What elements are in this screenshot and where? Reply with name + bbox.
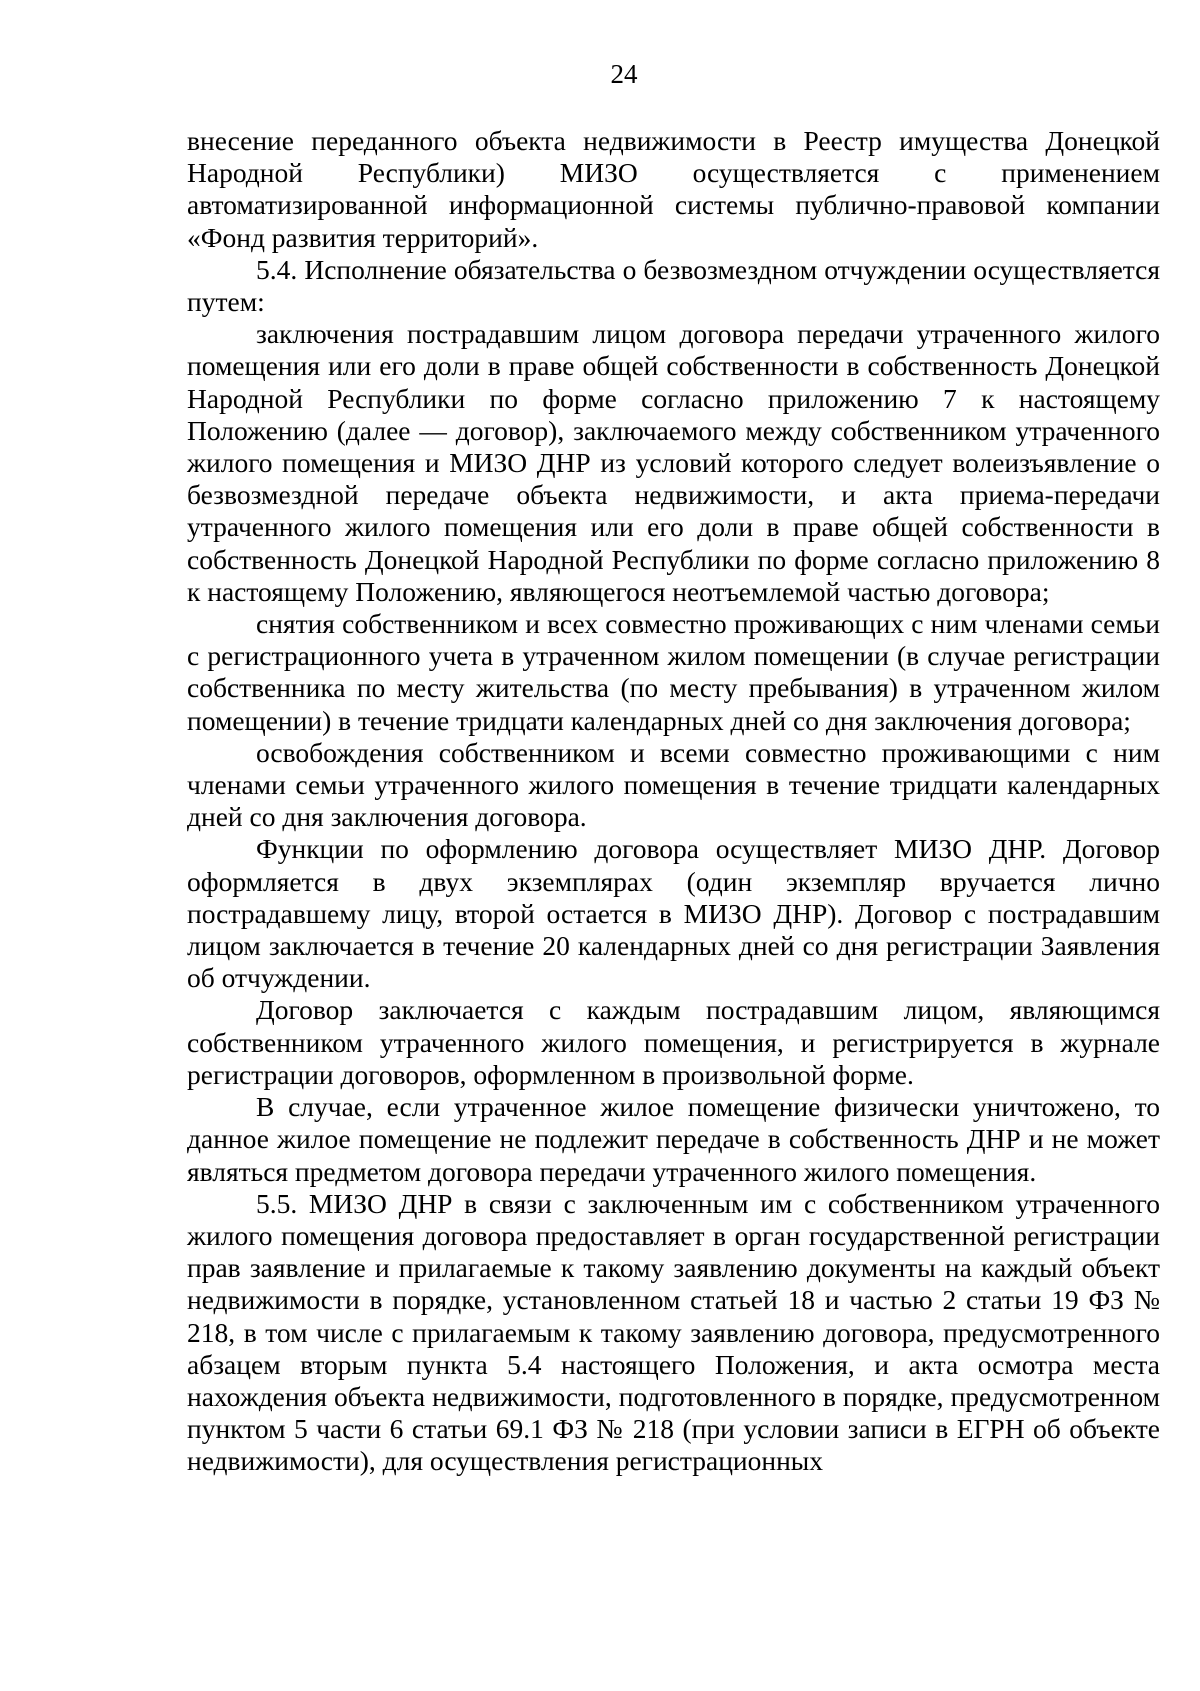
paragraph-continuation: внесение переданного объекта недвижимости в Реестр имущества Донецкой Народной Республики) МИЗО осуществляется с применением автоматизированной информационной системы публично-правовой компании «Фонд развития территорий». [187, 125, 1160, 253]
document-body [187, 125, 1160, 1478]
paragraph-clause-5-4: 5.4. Исполнение обязательства о безвозмездном отчуждении осуществляется путем: [187, 253, 1160, 318]
paragraph-vacating: освобождения собственником и всеми совместно проживающими с ним членами семьи утраченного жилого помещения в течение тридцати календарных дней со дня заключения договора. [187, 736, 1160, 833]
paragraph-contract-registration: Договор заключается с каждым пострадавшим лицом, являющимся собственником утраченного жилого помещения, и регистрируется в журнале регистрации договоров, оформленном в произвольной форме. [187, 994, 1160, 1090]
paragraph-contract-functions: Функции по оформлению договора осуществляет МИЗО ДНР. Договор оформляется в двух экземплярах (один экземпляр вручается лично пострадавшему лицу, второй остается в МИЗО ДНР). Договор с пострадавшим лицом заключается в течение 20 календарных дней со дня регистрации Заявления об отчуждении. [187, 833, 1160, 994]
paragraph-clause-5-5: 5.5. МИЗО ДНР в связи с заключенным им с собственником утраченного жилого помещения договора предоставляет в орган государственной регистрации прав заявление и прилагаемые к такому заявлению документы на каждый объект недвижимости в порядке, установленном статьей 18 и частью 2 статьи 19 ФЗ № 218, в том числе с прилагаемым к такому заявлению договора, предусмотренного абзацем вторым пункта 5.4 настоящего Положения, и акта осмотра места нахождения объекта недвижимости, подготовленного в порядке, предусмотренном пунктом 5 части 6 статьи 69.1 ФЗ № 218 (при условии записи в ЕГРН об объекте недвижимости), для осуществления регистрационных [187, 1187, 1160, 1477]
paragraph-deregistration: снятия собственником и всех совместно проживающих с ним членами семьи с регистрационного учета в утраченном жилом помещении (в случае регистрации собственника по месту жительства (по месту пребывания) в утраченном жилом помещении) в течение тридцати календарных дней со дня заключения договора; [187, 608, 1160, 736]
paragraph-contract-conclusion: заключения пострадавшим лицом договора передачи утраченного жилого помещения или его доли в праве общей собственности в собственность Донецкой Народной Республики по форме согласно приложению 7 к настоящему Положению (далее — договор), заключаемого между собственником утраченного жилого помещения и МИЗО ДНР из условий которого следует волеизъявление о безвозмездной передаче объекта недвижимости, и акта приема-передачи утраченного жилого помещения или его доли в праве общей собственности в собственность Донецкой Народной Республики по форме согласно приложению 8 к настоящему Положению, являющегося неотъемлемой частью договора; [187, 318, 1160, 607]
paragraph-destroyed-premises: В случае, если утраченное жилое помещение физически уничтожено, то данное жилое помещение не подлежит передаче в собственность ДНР и не может являться предметом договора передачи утраченного жилого помещения. [187, 1091, 1160, 1187]
page-number: 24 [610, 59, 638, 89]
